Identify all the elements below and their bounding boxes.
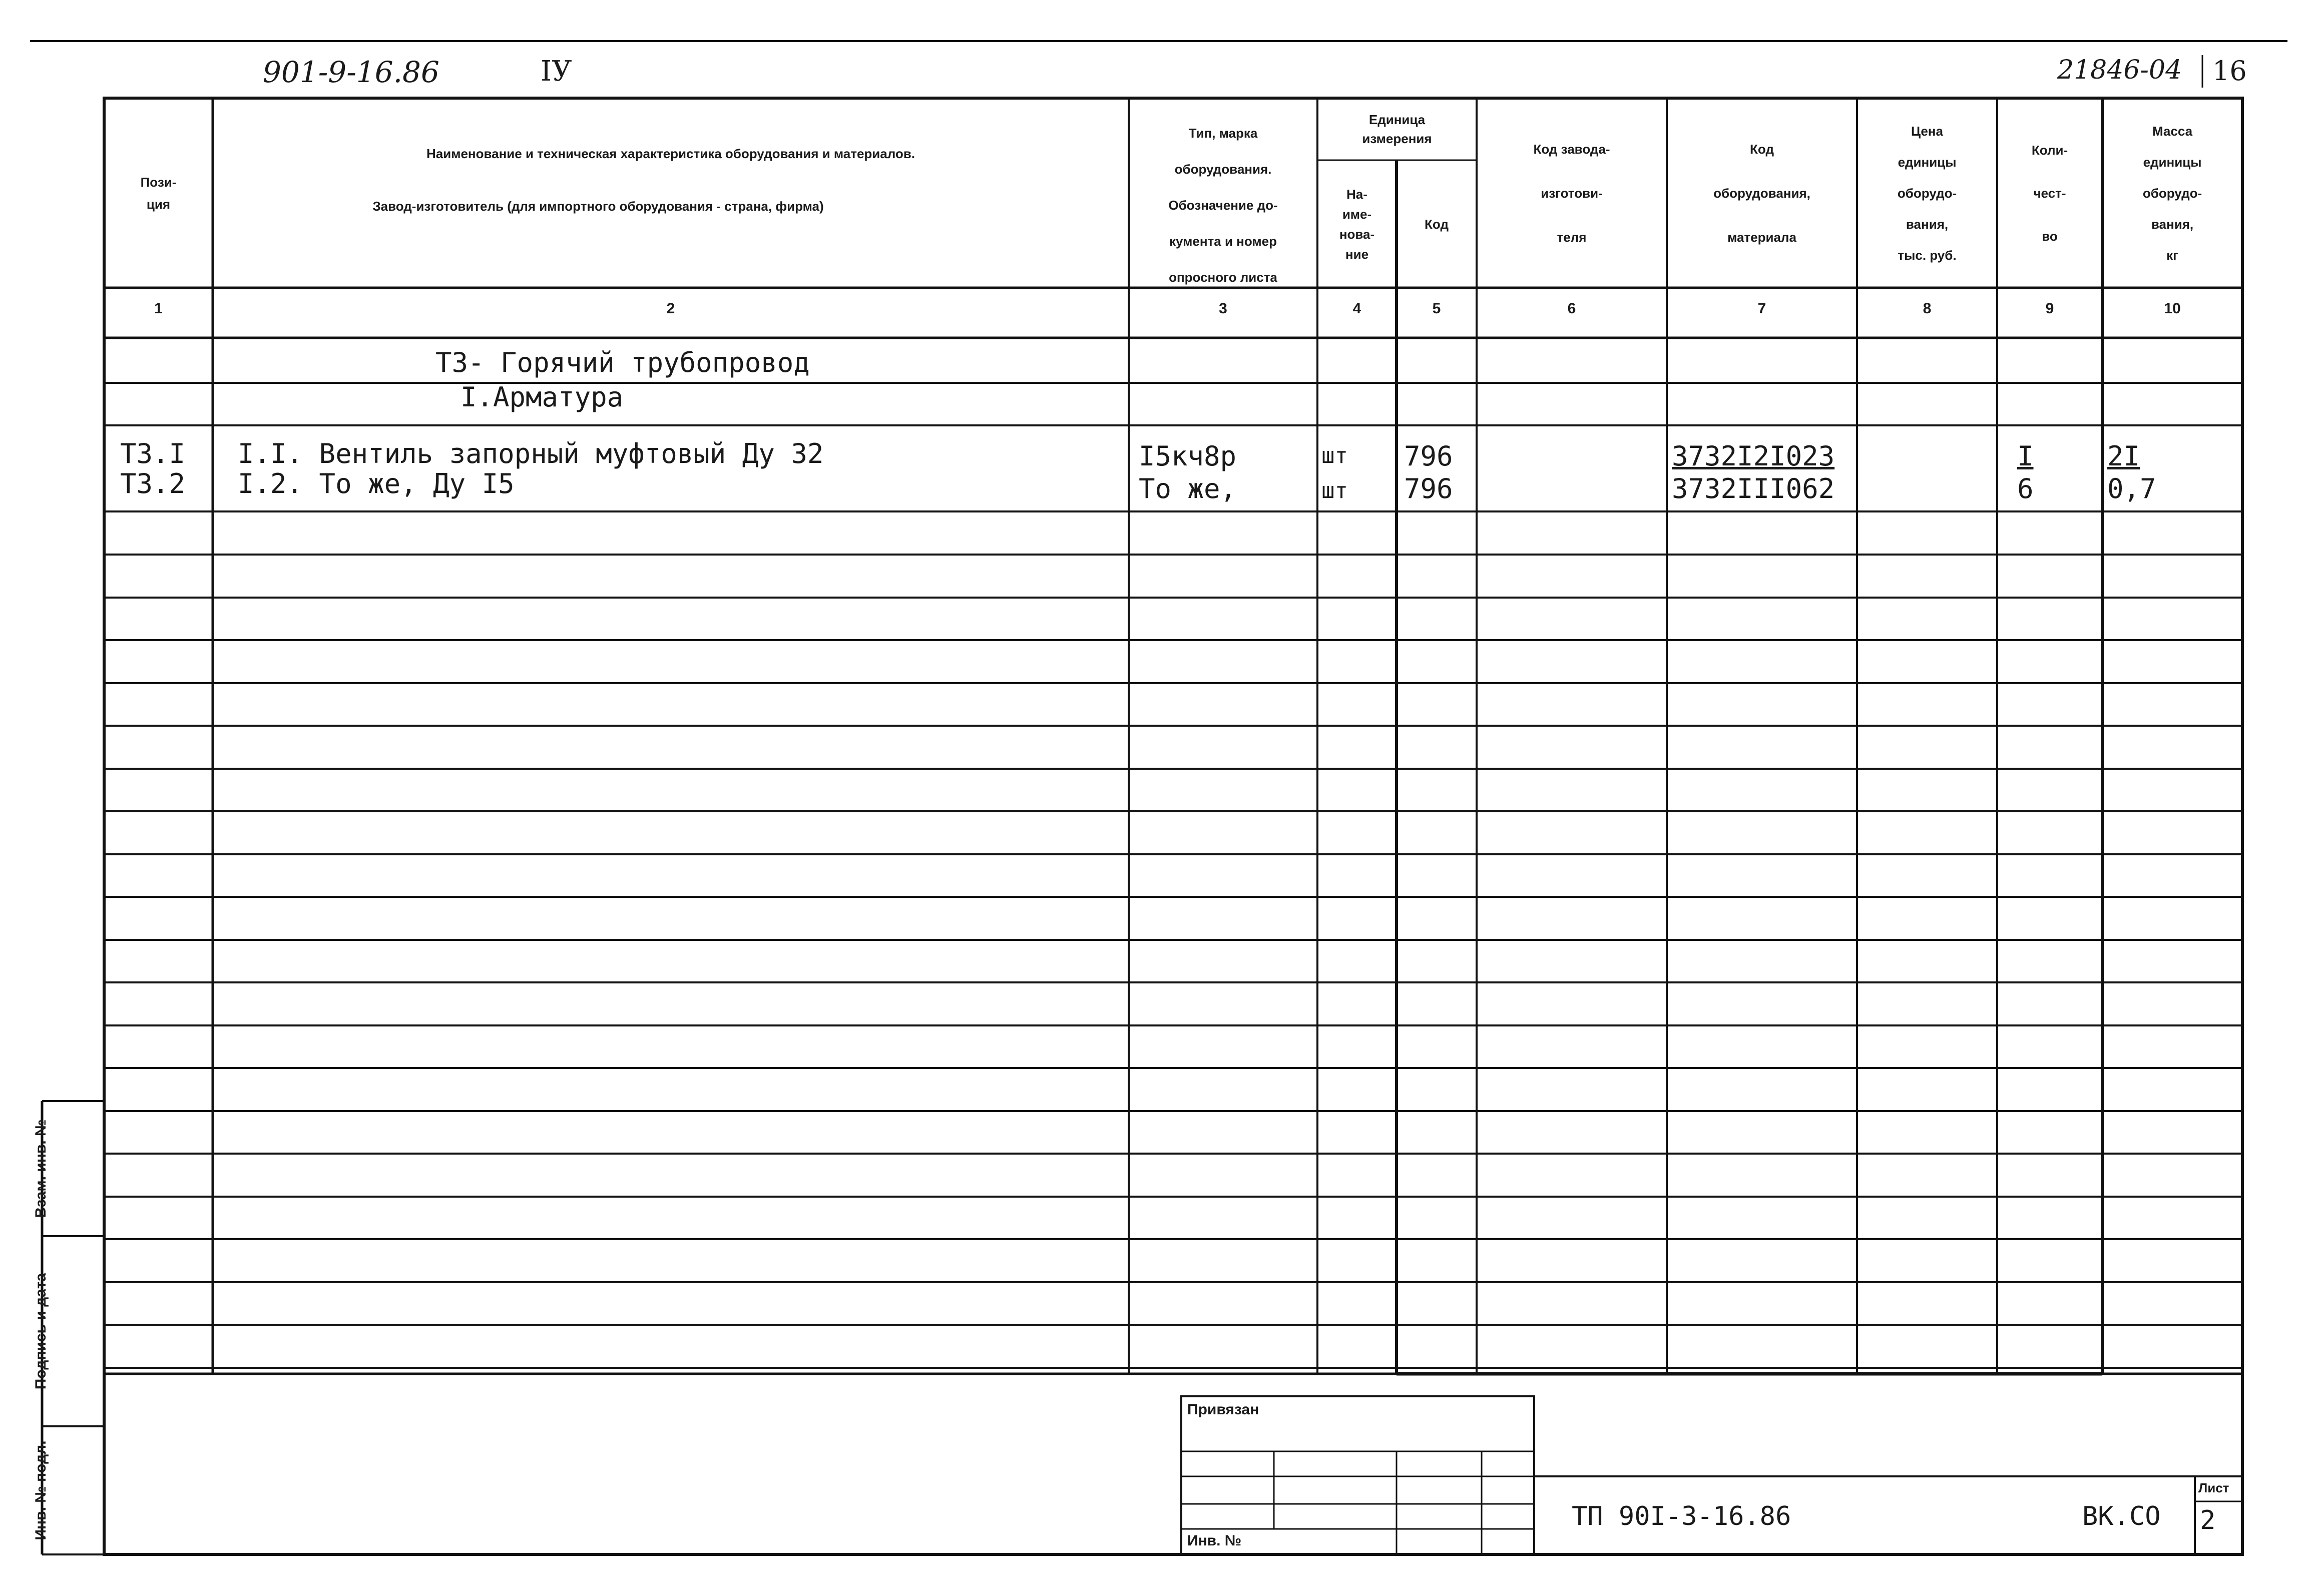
stamp-sheet-number: 2: [2200, 1505, 2216, 1535]
section-title: Т3- Горячий трубопровод: [435, 347, 810, 378]
header-unit-group: Единица измерения: [1362, 112, 1432, 146]
header-type: Тип, марка оборудования. Обозначение до- кумента и номер опросного листа: [1168, 126, 1278, 285]
stamp-mark: ВК.СО: [2082, 1501, 2161, 1531]
stamp-inv-no: Инв. №: [1187, 1532, 1242, 1549]
colnum-1: 1: [154, 300, 163, 317]
header-name-line1: Наименование и техническая характеристика оборудования и материалов.: [426, 146, 915, 161]
row-material-code: 3732III062: [1672, 473, 1835, 504]
section-subtitle: I.Арматура: [460, 381, 624, 413]
page-number: 16: [2212, 55, 2247, 87]
row-name: I.I. Вентиль запорный муфтовый Ду 32: [238, 438, 824, 469]
row-unit-code: 796: [1404, 473, 1453, 504]
document-number: 21846-04: [2057, 55, 2182, 85]
header-position: Пози- ция: [140, 174, 177, 212]
stamp-inv-original: Инв. № подл.: [33, 1440, 49, 1540]
row-unit-code: 796: [1404, 440, 1453, 472]
album-number: IУ: [541, 55, 572, 88]
header-mass: Масса единицы оборудо- вания, кг: [2142, 123, 2202, 263]
row-unit: шт: [1321, 443, 1348, 468]
header-price: Цена единицы оборудо- вания, тыс. руб.: [1897, 123, 1957, 263]
header-name-line2: Завод-изготовитель (для импортного оборудования - страна, фирма): [372, 199, 824, 214]
header-unit-code: Код: [1425, 216, 1449, 232]
colnum-7: 7: [1757, 300, 1766, 317]
row-quantity: 6: [2017, 473, 2034, 504]
colnum-10: 10: [2164, 300, 2181, 317]
row-position: Т3.I: [120, 438, 186, 469]
stamp-privyazan: Привязан: [1187, 1401, 1259, 1418]
colnum-8: 8: [1923, 300, 1932, 317]
header-quantity: Коли- чест- во: [2031, 142, 2068, 244]
project-code: 901-9-16.86: [263, 55, 439, 89]
row-mass: 2I: [2107, 440, 2140, 472]
stamp-signature-date: Подпись и дата: [33, 1273, 49, 1390]
colnum-5: 5: [1432, 300, 1441, 317]
header-material-code: Код оборудования, материала: [1713, 141, 1810, 245]
row-quantity: I: [2017, 440, 2034, 472]
row-type: I5кч8р: [1139, 440, 1237, 472]
colnum-3: 3: [1219, 300, 1227, 317]
row-name: I.2. То же, Ду I5: [238, 468, 515, 499]
colnum-9: 9: [2045, 300, 2054, 317]
colnum-4: 4: [1352, 300, 1361, 317]
row-material-code: 3732I2I023: [1672, 440, 1835, 472]
row-mass: 0,7: [2107, 473, 2156, 504]
colnum-6: 6: [1567, 300, 1576, 317]
stamp-sheet-label: Лист: [2198, 1480, 2229, 1495]
header-unit-name: На- име- нова- ние: [1339, 186, 1375, 262]
row-type: То же,: [1139, 473, 1237, 504]
header-factory-code: Код завода- изготови- теля: [1533, 141, 1610, 245]
row-position: Т3.2: [120, 468, 186, 499]
colnum-2: 2: [666, 300, 675, 317]
stamp-designation: ТП 90I-3-16.86: [1572, 1501, 1791, 1531]
stamp-replace-inv: Взам. инв. №: [33, 1119, 49, 1218]
row-unit: шт: [1321, 478, 1348, 503]
